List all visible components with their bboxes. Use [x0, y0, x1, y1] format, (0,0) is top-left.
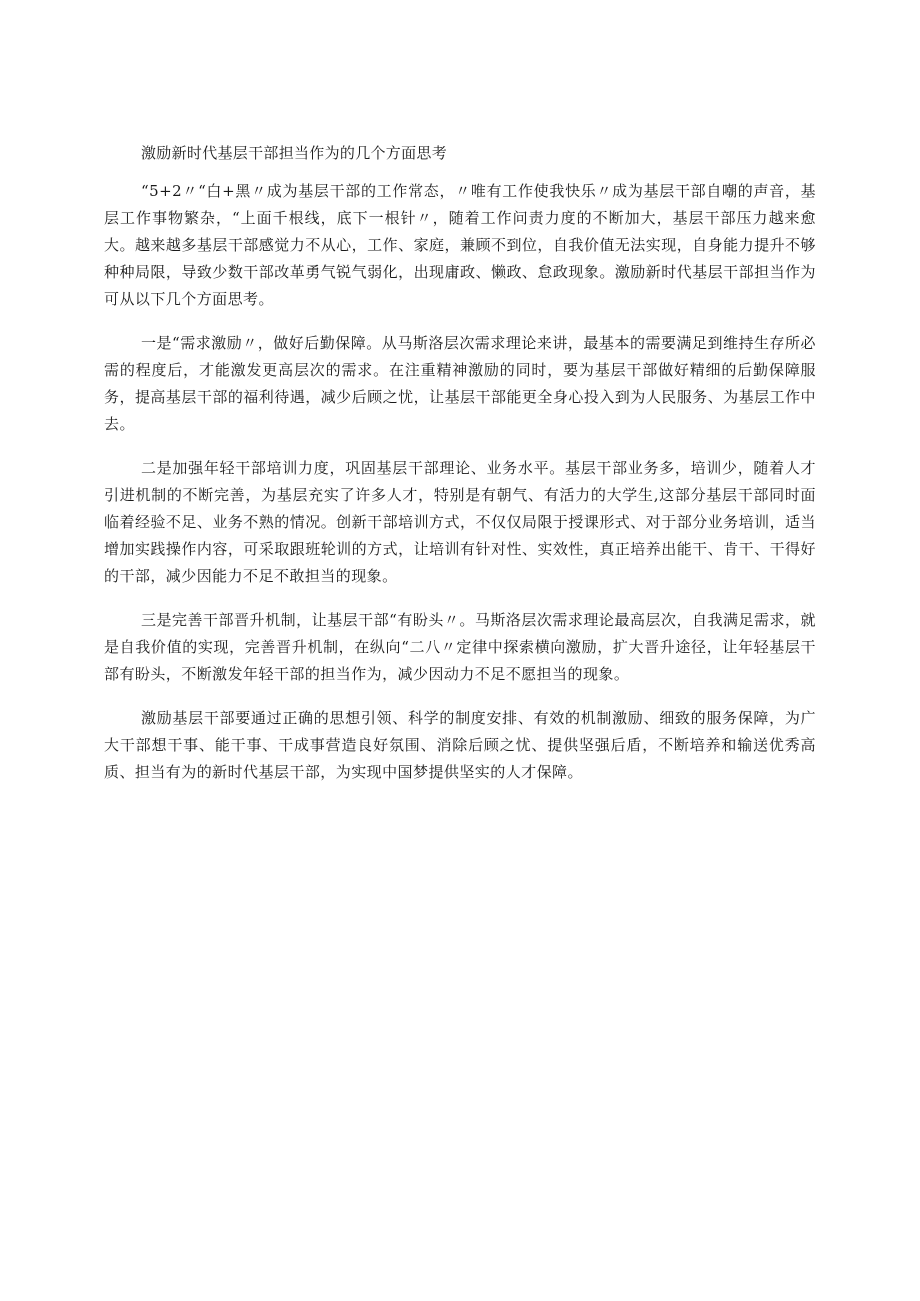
intro-paragraph: “5+2〃“白+黑〃成为基层干部的工作常态，〃唯有工作使我快乐〃成为基层干部自嘲的声音，基层工作事物繁杂，“上面千根线，底下一根针〃，随着工作问责力度的不断加大，基层干部压力越来愈大。越来越多基层干部感觉力不从心，工作、家庭，兼顾不到位，自我价值无法实现，自身能力提升不够种种局限，导致少数干部改革勇气锐气弱化，出现庸政、懒政、怠政现象。激励新时代基层干部担当作为可从以下几个方面思考。	[104, 182, 816, 308]
document-title: 激励新时代基层干部担当作为的几个方面思考	[141, 144, 448, 162]
paragraph-two-training: 二是加强年轻干部培训力度，巩固基层干部理论、业务水平。基层干部业务多，培训少，随着人才引进机制的不断完善，为基层充实了许多人才，特别是有朝气、有活力的大学生,这部分基层干部同时面临着经验不足、业务不熟的情况。创新干部培训方式，不仅仅局限于授课形式、对于部分业务培训，适当增加实践操作内容，可采取跟班轮训的方式，让培训有针对性、实效性，真正培养出能干、肯干、干得好的干部，减少因能力不足不敢担当的现象。	[104, 459, 816, 585]
paragraph-one-demand-incentive: 一是“需求激励〃，做好后勤保障。从马斯洛层次需求理论来讲，最基本的需要满足到维持生存所必需的程度后，才能激发更高层次的需求。在注重精神激励的同时，要为基层干部做好精细的后勤保障服务，提高基层干部的福利待遇，减少后顾之忧，让基层干部能更全身心投入到为人民服务、为基层工作中去。	[104, 334, 816, 433]
paragraph-three-promotion: 三是完善干部晋升机制，让基层干部“有盼头〃。马斯洛层次需求理论最高层次，自我满足需求，就是自我价值的实现，完善晋升机制，在纵向“二八〃定律中探索横向激励，扩大晋升途径，让年轻基层干部有盼头，不断激发年轻干部的担当作为，减少因动力不足不愿担当的现象。	[104, 611, 816, 683]
document-page	[104, 138, 816, 803]
conclusion-paragraph: 激励基层干部要通过正确的思想引领、科学的制度安排、有效的机制激励、细致的服务保障，为广大干部想干事、能干事、干成事营造良好氛围、消除后顾之忧、提供坚强后盾，不断培养和输送优秀高质、担当有为的新时代基层干部，为实现中国梦提供坚实的人才保障。	[104, 709, 816, 781]
